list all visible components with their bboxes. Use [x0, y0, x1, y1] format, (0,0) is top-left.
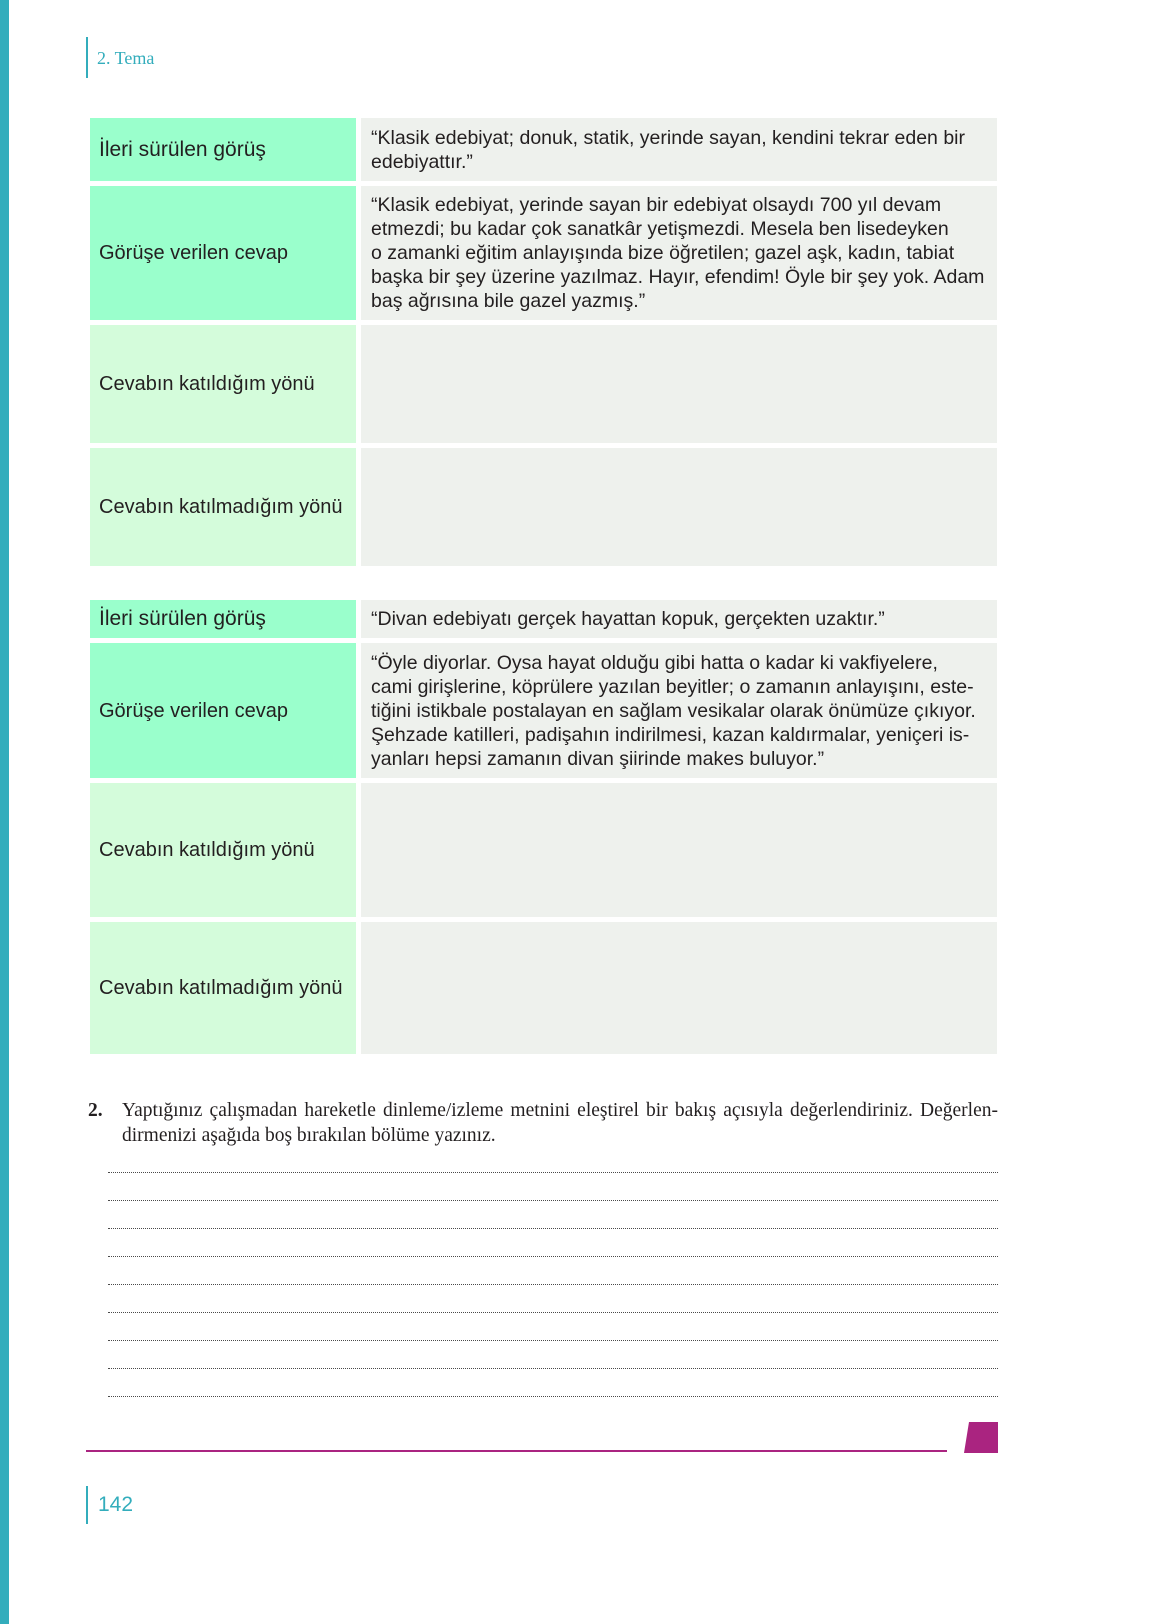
content-text [371, 193, 984, 313]
row-label-cell [90, 643, 356, 778]
row-label: Cevabın katılmadığım yönü [99, 496, 343, 518]
content-line: o zamanki eğitim anlayışında bize öğretilen; gazel aşk, kadın, tabiat [371, 242, 955, 264]
table-row [90, 643, 997, 778]
question-text [122, 1098, 998, 1148]
table-row [90, 448, 997, 566]
content-text [371, 126, 965, 174]
content-line: tiğini istikbale postalayan en sağlam vesikalar olarak önümüze çıkıyor. [371, 699, 976, 722]
row-label: Cevabın katıldığım yönü [99, 373, 315, 395]
row-label: Cevabın katıldığım yönü [99, 839, 315, 861]
blank-answer-cell [361, 325, 997, 443]
dotted-answer-line [108, 1173, 998, 1201]
question-text-line: Yaptığınız çalışmadan hareketle dinleme/izleme metnini eleştirel bir bakış açısıyla değerlendiriniz. Değerlen- [122, 1100, 998, 1121]
opinion-table-2 [90, 600, 997, 1059]
row-label-cell [90, 600, 356, 638]
content-line: cami girişlerine, köprülere yazılan beyitler; o zamanın anlayışını, este- [371, 675, 974, 698]
table-row [90, 118, 997, 181]
row-label: İleri sürülen görüş [99, 607, 266, 630]
answer-writing-area [108, 1145, 998, 1397]
row-label: Cevabın katılmadığım yönü [99, 977, 343, 999]
content-line: Şehzade katilleri, padişahın indirilmesi, kazan kaldırmalar, yeniçeri is- [371, 723, 970, 746]
footer-rule [86, 1450, 947, 1452]
content-line: “Divan edebiyatı gerçek hayattan kopuk, gerçekten uzaktır.” [371, 608, 885, 630]
table-row [90, 186, 997, 320]
blank-answer-cell [361, 922, 997, 1054]
row-label-cell [90, 325, 356, 443]
dotted-answer-line [108, 1257, 998, 1285]
row-label-cell [90, 448, 356, 566]
content-text [371, 651, 976, 771]
row-content-cell [361, 600, 997, 638]
page-number: 142 [98, 1493, 134, 1516]
dotted-answer-line [108, 1145, 998, 1173]
row-label: İleri sürülen görüş [99, 137, 266, 161]
row-content-cell [361, 186, 997, 320]
row-label: Görüşe verilen cevap [99, 699, 288, 722]
dotted-answer-line [108, 1285, 998, 1313]
content-line: başka bir şey üzerine yazılmaz. Hayır, efendim! Öyle bir şey yok. Adam [371, 266, 985, 288]
footer-corner-mark [964, 1422, 998, 1453]
table-row [90, 600, 997, 638]
blank-answer-cell [361, 448, 997, 566]
content-line: baş ağrısına bile gazel yazmış.” [371, 290, 646, 312]
table-row [90, 783, 997, 917]
content-line: edebiyattır.” [371, 150, 473, 173]
row-label: Görüşe verilen cevap [99, 242, 288, 264]
content-line: “Klasik edebiyat, yerinde sayan bir edebiyat olsaydı 700 yıl devam [371, 194, 942, 216]
dotted-answer-line [108, 1229, 998, 1257]
opinion-table-1 [90, 118, 997, 571]
header-rule [86, 37, 88, 78]
question-text-line: dirmenizi aşağıda boş bırakılan bölüme yazınız. [122, 1125, 496, 1146]
dotted-answer-line [108, 1341, 998, 1369]
dotted-answer-line [108, 1369, 998, 1397]
content-line: yanları hepsi zamanın divan şiirinde makes buluyor.” [371, 747, 825, 770]
blank-answer-cell [361, 783, 997, 917]
content-line: “Öyle diyorlar. Oysa hayat olduğu gibi hatta o kadar ki vakfiyelere, [371, 651, 938, 674]
content-line: “Klasik edebiyat; donuk, statik, yerinde sayan, kendini tekrar eden bir [371, 126, 965, 149]
page-number-rule [86, 1486, 88, 1524]
row-content-cell [361, 643, 997, 778]
section-label: 2. Tema [97, 48, 155, 68]
dotted-answer-line [108, 1313, 998, 1341]
content-line: etmezdi; bu kadar çok sanatkâr yetişmezdi. Mesela ben lisedeyken [371, 218, 949, 240]
question-number: 2. [88, 1100, 103, 1121]
table-row [90, 922, 997, 1054]
row-label-cell [90, 118, 356, 181]
row-content-cell [361, 118, 997, 181]
content-text [371, 607, 885, 631]
dotted-answer-line [108, 1201, 998, 1229]
row-label-cell [90, 186, 356, 320]
edge-color-strip [0, 0, 9, 1624]
row-label-cell [90, 922, 356, 1054]
row-label-cell [90, 783, 356, 917]
table-row [90, 325, 997, 443]
